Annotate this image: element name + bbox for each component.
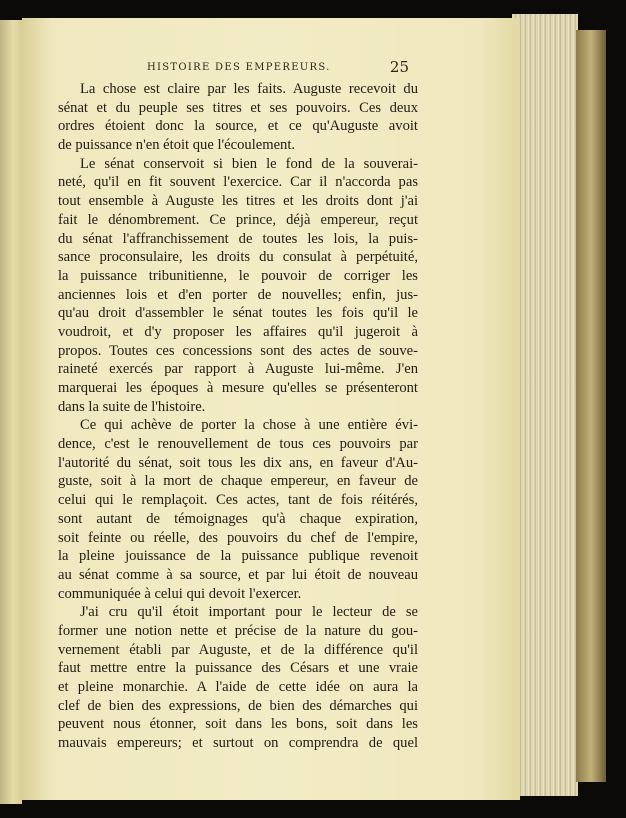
text-line: de puissance n'en étoit que l'écoulement. [58,137,296,154]
text-line: soit feinte ou réelle, des pouvoirs du chef de l'empire, [58,529,418,546]
left-page-edge [0,20,22,804]
text-line: raineté exercés par rapport à Auguste lui-même. J'en [58,361,418,378]
text-line: sance proconsulaire, les droits du consulat à perpétuité, [58,249,418,266]
text-line: guste, soit à la mort de chaque empereur, en faveur de [58,473,418,490]
text-line: qu'au droit d'assembler le sénat toutes les fois qu'il le [58,305,418,322]
text-line: faut mettre entre la puissance des Césars et une vraie [58,660,418,677]
text-line: marquerai les époques à mesure qu'elles se présenteront [58,380,418,396]
text-line: et pleine monarchie. A l'aide de cette idée on aura la [58,679,418,695]
text-line: Ce qui achève de porter la chose à une entière évi- [80,417,418,434]
page-block-edges [512,14,578,796]
text-line: J'ai cru qu'il étoit important pour le lecteur de se [80,604,418,621]
text-line: dans la suite de l'histoire. [58,398,206,415]
body-text [58,80,418,753]
text-line: anciennes lois et d'en porter de nouvelles; enfin, jus- [58,286,418,303]
text-line: neté, qu'il en fit souvent l'exercice. Car il n'accorda pas [58,174,418,191]
text-line: La chose est claire par les faits. Auguste recevoit du [80,81,418,97]
running-head: HISTOIRE DES EMPEREURS. [147,62,331,73]
text-line: dence, c'est le renouvellement de tous ces pouvoirs par [58,436,418,453]
text-line: voudroit, et d'y proposer les affaires qu'il jugeroit à [58,323,418,340]
book-binding [576,30,606,782]
text-line: sont autant de témoignages qu'à chaque expiration, [58,510,418,527]
text-line: vernement établi par Auguste, et de la différence qu'il [58,641,418,658]
page-number: 25 [389,58,409,76]
text-line: celui qui le remplaçoit. Ces actes, tant de fois réitérés, [58,492,418,509]
text-line: la puissance tribunitienne, le pouvoir de corriger les [58,267,418,284]
text-line: la pleine jouissance de la puissance publique revenoit [58,548,418,565]
text-line: Le sénat conservoit si bien le fond de la souverai- [80,155,418,172]
text-line: mauvais empereurs; et surtout on comprendra de quel [58,735,418,752]
text-line: sénat et du peuple ses titres et ses pouvoirs. Ces deux [58,99,418,116]
text-line: l'autorité du sénat, soit tous les dix ans, en faveur d'Au- [58,454,418,471]
text-line: au sénat comme à sa source, et par lui étoit de nouveau [58,566,418,583]
text-line: peuvent nous étonner, soit dans les bons, soit dans les [58,716,418,733]
page-header [147,58,409,78]
text-line: communiquée à celui qui devoit l'exercer. [58,585,302,602]
text-line: propos. Toutes ces concessions sont des actes de souve- [58,342,418,359]
text-line: former une notion nette et précise de la nature du gou- [58,622,418,639]
text-line: tout ensemble à Auguste les titres et les droits dont j'ai [58,193,418,210]
text-line: du sénat l'affranchissement de toutes les lois, la puis- [58,230,418,247]
text-line: fait le dénombrement. Ce prince, déjà empereur, reçut [58,211,418,228]
text-line: clef de bien des expressions, de bien des démarches qui [58,697,418,714]
text-line: ordres étoient donc la source, et ce qu'Auguste avoit [58,118,418,135]
